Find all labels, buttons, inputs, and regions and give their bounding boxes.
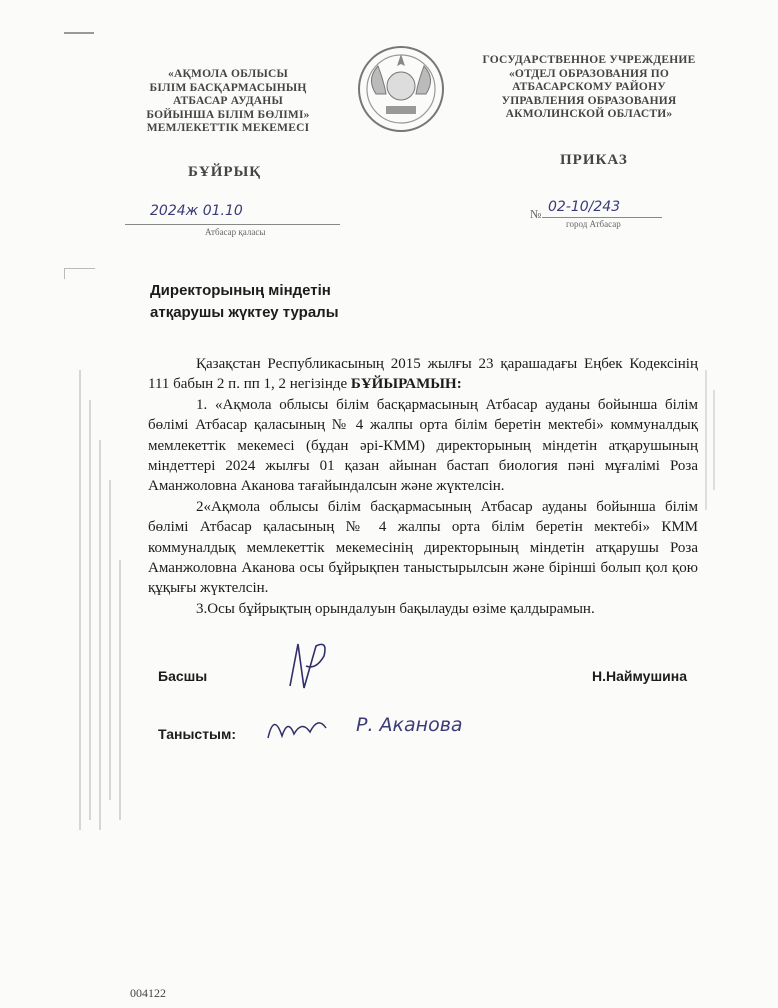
head-name: Н.Наймушина bbox=[592, 668, 687, 684]
header-kazakh-org bbox=[128, 68, 328, 136]
header-left-line: БОЙЫНША БІЛІМ БӨЛІМІ» bbox=[146, 108, 310, 121]
head-label: Басшы bbox=[158, 668, 208, 684]
doc-title-russian: ПРИКАЗ bbox=[560, 152, 628, 168]
city-kazakh: Атбасар қаласы bbox=[205, 227, 266, 237]
body-intro-paragraph bbox=[148, 354, 698, 395]
header-right-line: АТБАСАРСКОМУ РАЙОНУ bbox=[512, 81, 666, 93]
body-paragraph-1: 1. «Ақмола облысы білім басқармасының Атбасар ауданы бойынша білім бөлімі Атбасар қаласының № 4 жалпы орта білім беретін мектебі» коммуналдық мемлекеттік мекемесі (бұдан әрі-КММ) директорының міндетін атқарушының міндеттері 2024 жылғы 01 қазан айынан бастап биология пәні мұғалімі Роза Аманжоловна Аканова тағайындалсын және жүктелсін. bbox=[148, 396, 698, 495]
head-signature bbox=[276, 636, 346, 696]
faint-right-stamp bbox=[700, 370, 724, 510]
handwritten-order-number: 02-10/243 bbox=[548, 199, 621, 215]
header-left-line: АТБАСАР АУДАНЫ bbox=[173, 95, 283, 107]
header-right-line: АКМОЛИНСКОЙ ОБЛАСТИ» bbox=[505, 108, 673, 120]
body-paragraph-2: 2«Ақмола облысы білім басқармасының Атбасар ауданы бойынша білім бөлімі Атбасар қаласының № 4 жалпы орта білім беретін мектебі» КММ коммуналдық мемлекеттік мекемесінің директорының міндетін атқарушы Роза Аманжоловна Аканова осы бұйрықпен таныстырылсын және бірінші болып қол қою құқығы жүктелсін. bbox=[148, 498, 698, 597]
header-right-line: «ОТДЕЛ ОБРАЗОВАНИЯ ПО bbox=[508, 67, 670, 80]
header-russian-org bbox=[470, 54, 708, 122]
subject-line: Директорының міндетін bbox=[150, 282, 331, 299]
order-subject bbox=[150, 280, 390, 324]
city-russian: город Атбасар bbox=[566, 219, 621, 229]
number-underline bbox=[542, 217, 662, 218]
handwritten-date: 2024ж 01.10 bbox=[150, 203, 243, 219]
header-right-line: УПРАВЛЕНИЯ ОБРАЗОВАНИЯ bbox=[501, 94, 677, 107]
scan-mark-top bbox=[64, 32, 94, 34]
header-left-line: «АҚМОЛА ОБЛЫСЫ bbox=[168, 68, 288, 80]
header-left-line: БІЛІМ БАСҚАРМАСЫНЫҢ bbox=[149, 81, 307, 94]
ack-signature bbox=[262, 708, 332, 748]
scan-mark-left bbox=[64, 268, 95, 279]
header-right-line: ГОСУДАРСТВЕННОЕ УЧРЕЖДЕНИЕ bbox=[482, 54, 696, 66]
doc-title-kazakh: БҰЙРЫҚ bbox=[188, 164, 262, 180]
header-left-line: МЕМЛЕКЕТТІК МЕКЕМЕСІ bbox=[146, 122, 310, 134]
number-sign: № bbox=[530, 207, 542, 221]
intro-text: Қазақстан Республикасының 2015 жылғы 23 қарашадағы Еңбек Кодексінің 111 бабын 2 п. пп 1, 2 негізінде bbox=[148, 356, 698, 393]
subject-line: атқарушы жүктеу туралы bbox=[150, 304, 339, 321]
order-body bbox=[148, 354, 698, 619]
date-underline bbox=[125, 224, 340, 225]
form-serial-number: 004122 bbox=[130, 986, 166, 1000]
faint-vertical-stamp bbox=[70, 360, 130, 840]
order-word: БҰЙЫРАМЫН: bbox=[350, 376, 462, 393]
ack-handwritten-name: Р. Аканова bbox=[356, 714, 463, 736]
body-paragraph-3: 3.Осы бұйрықтың орындалуын бақылауды өзіме қалдырамын. bbox=[196, 600, 595, 617]
state-emblem-icon bbox=[356, 44, 446, 134]
acknowledged-label: Таныстым: bbox=[158, 726, 237, 742]
